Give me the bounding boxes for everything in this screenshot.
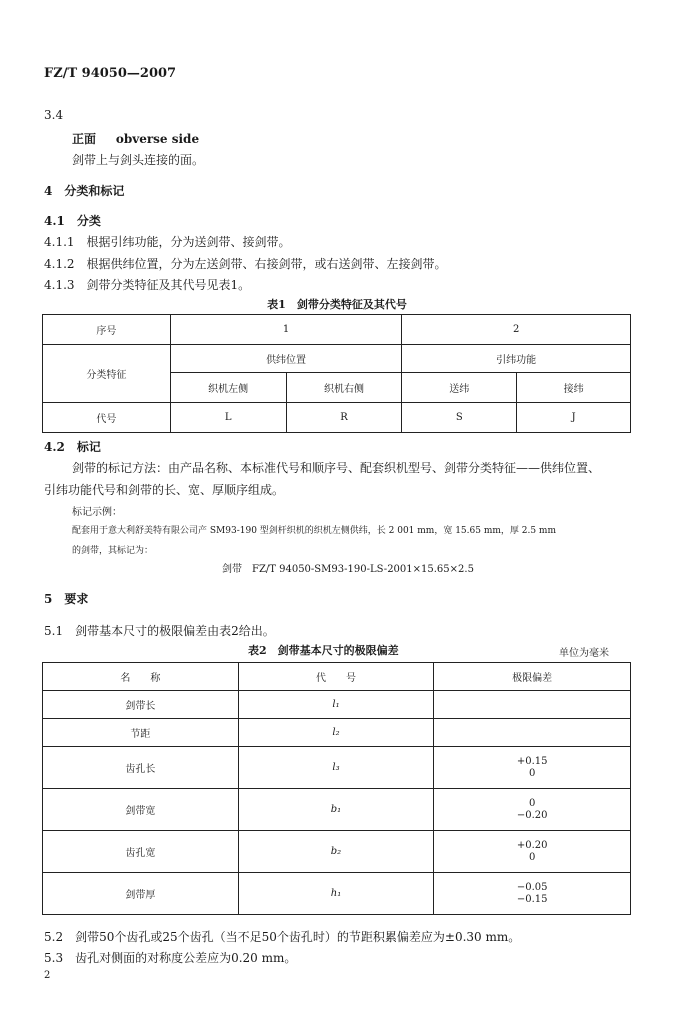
section-4-2-heading: 4.2 标记 xyxy=(44,440,101,454)
table2-col-symbol: 代 号 xyxy=(238,663,434,691)
table2-cell-name: 节距 xyxy=(43,719,239,747)
table2-cell-name: 剑带厚 xyxy=(43,873,239,915)
table2-col-deviation: 极限偏差 xyxy=(434,663,631,691)
table1-row-code xyxy=(43,403,631,433)
table2-col-name: 名 称 xyxy=(43,663,239,691)
table2-row xyxy=(43,691,631,719)
marking-para-1: 剑带的标记方法：由产品名称、本标准代号和顺序号、配套织机型号、剑带分类特征——供纬位置、 xyxy=(72,461,601,475)
table1-feature-label: 分类特征 xyxy=(43,345,171,403)
table1-send: 送纬 xyxy=(402,373,517,403)
table1-seq-2: 2 xyxy=(402,315,631,345)
table2-cell-name: 齿孔长 xyxy=(43,747,239,789)
section-5-heading: 5 要求 xyxy=(44,592,89,606)
deviation-upper: 0 xyxy=(528,797,536,809)
clause-5-1: 5.1 剑带基本尺寸的极限偏差由表2给出。 xyxy=(44,624,275,638)
table2-cell-symbol: b₂ xyxy=(238,831,434,873)
clause-4-1-1: 4.1.1 根据引纬功能，分为送剑带、接剑带。 xyxy=(44,235,291,249)
table2-unit: 单位为毫米 xyxy=(559,648,609,659)
deviation-upper: −0.05 xyxy=(516,881,548,893)
section-4-heading: 4 分类和标记 xyxy=(44,184,125,198)
table2-cell-symbol: l₃ xyxy=(238,747,434,789)
table1 xyxy=(42,314,631,433)
table2-cell-deviation xyxy=(434,873,631,915)
table1-loom-right: 织机右侧 xyxy=(286,373,402,403)
table1-code-R: R xyxy=(286,403,402,433)
deviation-lower: −0.15 xyxy=(516,893,548,905)
page-number: 2 xyxy=(44,970,51,981)
table1-row-feature xyxy=(43,345,631,373)
example-line-1: 配套用于意大利舒美特有限公司产 SM93-190 型剑杆织机的织机左侧供纬，长 2 001 mm，宽 15.65 mm，厚 2.5 mm xyxy=(72,526,556,536)
table2-header-row xyxy=(43,663,631,691)
table1-receive: 接纬 xyxy=(517,373,631,403)
term-zh: 正面 xyxy=(72,132,97,146)
table1-row-seq xyxy=(43,315,631,345)
table1-code-label: 代号 xyxy=(43,403,171,433)
deviation-upper: +0.15 xyxy=(516,755,548,767)
table2-cell-symbol: l₁ xyxy=(238,691,434,719)
deviation-lower: 0 xyxy=(528,767,536,779)
table1-caption: 表1 剑带分类特征及其代号 xyxy=(267,298,407,311)
table2-caption: 表2 剑带基本尺寸的极限偏差 xyxy=(248,644,399,657)
table2-cell-name: 剑带宽 xyxy=(43,789,239,831)
table1-seq-1: 1 xyxy=(170,315,402,345)
table2 xyxy=(42,662,631,915)
section-3-4-number: 3.4 xyxy=(44,108,64,122)
example-label: 标记示例： xyxy=(72,507,122,518)
term-definition: 剑带上与剑头连接的面。 xyxy=(72,153,205,167)
example-line-2: 的剑带，其标记为： xyxy=(72,546,154,556)
table2-cell-symbol: h₁ xyxy=(238,873,434,915)
table1-insertion-function: 引纬功能 xyxy=(402,345,631,373)
table2-row xyxy=(43,789,631,831)
table2-cell-name: 剑带长 xyxy=(43,691,239,719)
section-4-1-heading: 4.1 分类 xyxy=(44,214,101,228)
marking-para-2: 引纬功能代号和剑带的长、宽、厚顺序组成。 xyxy=(44,483,285,497)
clause-4-1-2: 4.1.2 根据供纬位置，分为左送剑带、右接剑带，或右送剑带、左接剑带。 xyxy=(44,257,447,271)
table2-cell-deviation xyxy=(434,747,631,789)
table2-cell-deviation xyxy=(434,831,631,873)
table2-row xyxy=(43,719,631,747)
table2-cell-symbol: b₁ xyxy=(238,789,434,831)
table2-cell-deviation xyxy=(434,691,631,719)
table2-cell-deviation xyxy=(434,789,631,831)
table1-code-J: J xyxy=(517,403,631,433)
clause-5-2: 5.2 剑带50个齿孔或25个齿孔（当不足50个齿孔时）的节距积累偏差应为±0.30 mm。 xyxy=(44,930,521,944)
deviation-upper: +0.20 xyxy=(516,839,548,851)
marking-formula: 剑带 FZ/T 94050-SM93-190-LS-2001×15.65×2.5 xyxy=(222,564,474,575)
clause-5-3: 5.3 齿孔对侧面的对称度公差应为0.20 mm。 xyxy=(44,951,297,965)
table2-cell-symbol: l₂ xyxy=(238,719,434,747)
table2-cell-deviation xyxy=(434,719,631,747)
table2-cell-name: 齿孔宽 xyxy=(43,831,239,873)
table2-row xyxy=(43,873,631,915)
doc-code: FZ/T 94050—2007 xyxy=(44,66,177,81)
term-en: obverse side xyxy=(115,132,200,146)
deviation-lower: −0.20 xyxy=(516,809,548,821)
deviation-lower: 0 xyxy=(528,851,536,863)
table1-code-L: L xyxy=(170,403,286,433)
term-line xyxy=(72,130,199,147)
table2-row xyxy=(43,831,631,873)
table1-feed-position: 供纬位置 xyxy=(170,345,402,373)
clause-4-1-3: 4.1.3 剑带分类特征及其代号见表1。 xyxy=(44,278,251,292)
table1-loom-left: 织机左侧 xyxy=(170,373,286,403)
table1-seq-label: 序号 xyxy=(43,315,171,345)
table1-code-S: S xyxy=(402,403,517,433)
table2-row xyxy=(43,747,631,789)
